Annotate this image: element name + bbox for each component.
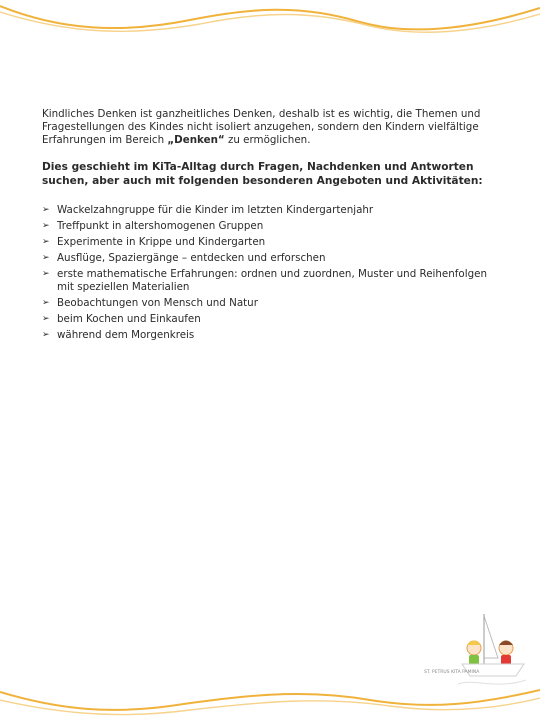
list-item [42,204,502,217]
arrow-bullet-icon: ➢ [42,237,50,247]
list-item [42,252,502,265]
arrow-bullet-icon: ➢ [42,253,50,263]
list-item [42,329,502,342]
list-item-text: beim Kochen und Einkaufen [57,313,201,325]
arrow-bullet-icon: ➢ [42,330,50,340]
list-item-text: Treffpunkt in altershomogenen Gruppen [57,220,264,232]
arrow-bullet-icon: ➢ [42,298,50,308]
logo-text: ST. PETRUS KITA PAMINA [424,670,480,675]
activity-list [42,204,502,342]
list-item-text: Wackelzahngruppe für die Kinder im letzten Kindergartenjahr [57,204,374,216]
intro-text-end: zu ermöglichen. [224,134,311,146]
list-item [42,297,502,310]
list-item [42,236,502,249]
arrow-bullet-icon: ➢ [42,221,50,231]
arrow-bullet-icon: ➢ [42,269,50,279]
intro-emphasis: „Denken“ [167,134,225,146]
list-item-text: während dem Morgenkreis [57,329,195,341]
list-item-text: erste mathematische Erfahrungen: ordnen und zuordnen, Muster und Reihenfolgen mit speziellen Materialien [57,268,487,293]
list-item-text: Beobachtungen von Mensch und Natur [57,297,258,309]
top-wave-decoration [0,0,540,40]
arrow-bullet-icon: ➢ [42,205,50,215]
intro-text: Kindliches Denken ist ganzheitliches Denken, deshalb ist es wichtig, die Themen und Fragestellungen des Kindes nicht isoliert anzugehen, sondern den Kindern vielfältige Erfahrungen im Bereich [42,108,481,146]
list-item [42,220,502,233]
list-item [42,268,502,294]
bottom-wave-decoration [0,670,540,720]
arrow-bullet-icon: ➢ [42,314,50,324]
main-content [42,108,502,345]
list-item-text: Experimente in Krippe und Kindergarten [57,236,266,248]
list-item [42,313,502,326]
intro-paragraph [42,108,502,147]
lead-paragraph: Dies geschieht im KiTa-Alltag durch Fragen, Nachdenken und Antworten suchen, aber auch mit folgenden besonderen Angeboten und Aktivitäten: [42,161,483,187]
list-item-text: Ausflüge, Spaziergänge – entdecken und erforschen [57,252,326,264]
